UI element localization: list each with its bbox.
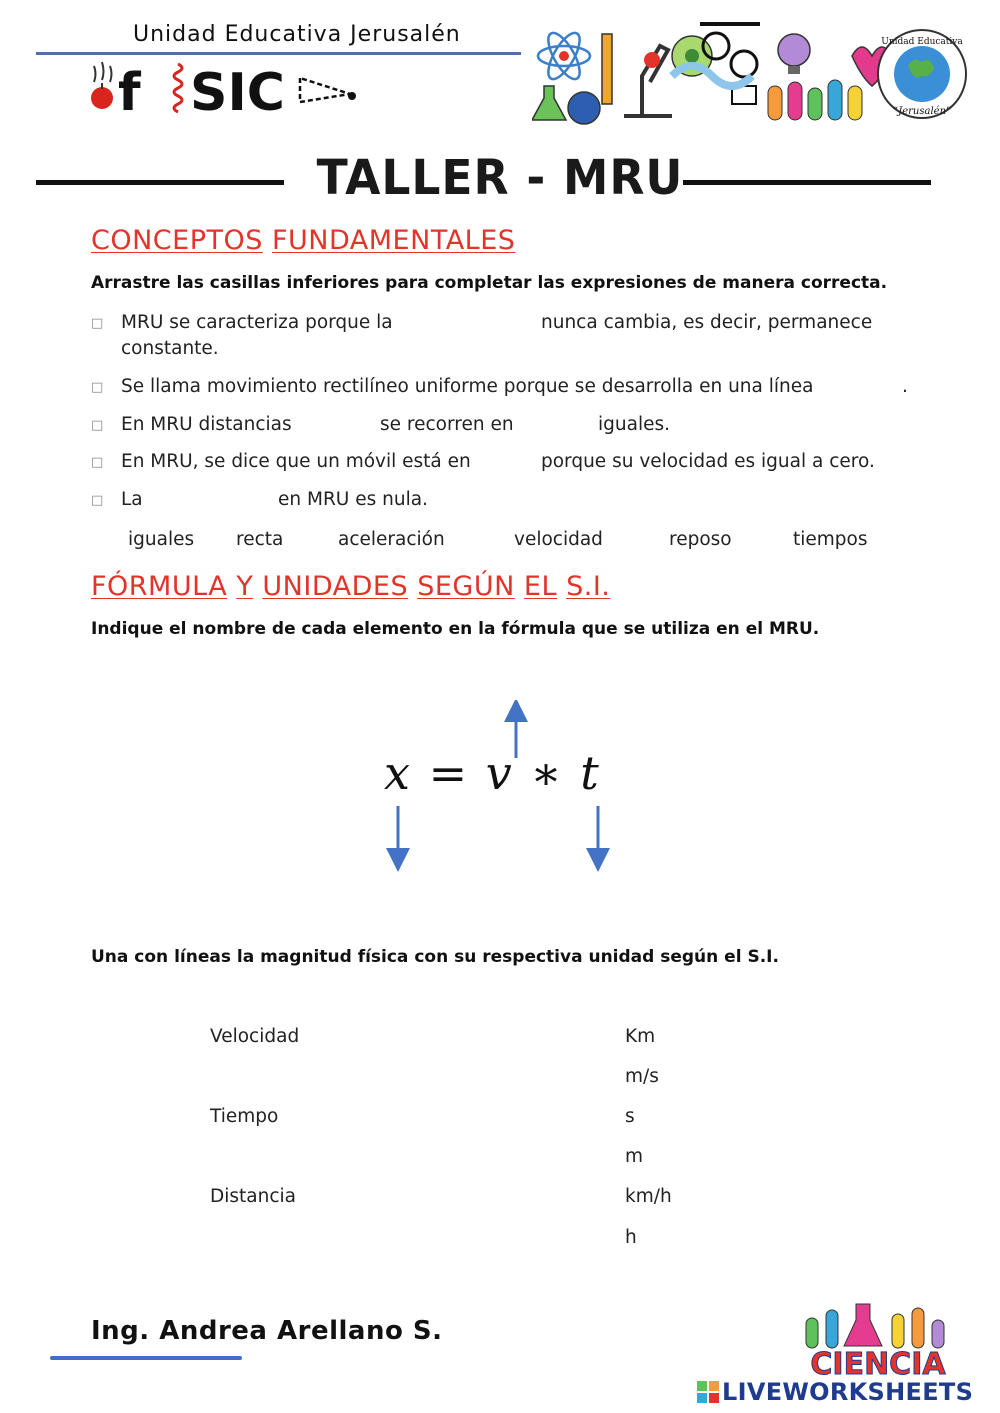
header-divider [36,52,521,55]
heading-word: FÓRMULA [91,571,228,602]
instruction-drag: Arrastre las casillas inferiores para completar las expresiones de manera correcta. [91,273,888,293]
section-heading-concepts [91,225,515,256]
heading-word: Y [236,571,254,602]
magnitude-item[interactable]: Distancia [210,1186,296,1207]
draggable-word[interactable]: tiempos [793,529,868,550]
svg-text:Unidad Educativa: Unidad Educativa [881,37,963,47]
heading-word: EL [523,571,558,602]
drop-slot-5[interactable] [488,451,538,475]
science-banner-image [532,16,972,132]
answer-field-distance[interactable] [320,872,480,902]
school-name: Unidad Educativa Jerusalén [133,22,461,47]
unit-item[interactable]: km/h [625,1186,672,1207]
instruction-formula: Indique el nombre de cada elemento en la fórmula que se utiliza en el MRU. [91,619,820,639]
unit-item[interactable]: m [625,1146,644,1167]
school-seal-icon [878,30,966,118]
unit-item[interactable]: s [625,1106,635,1127]
drop-slot-2[interactable] [838,376,900,400]
checkbox-icon: □ [91,455,104,470]
drop-slot-1[interactable] [418,312,536,336]
heading-word: CONCEPTOS [91,225,263,256]
sentence-2-part-b: . [902,376,908,397]
heading-word: SEGÚN [417,571,515,602]
svg-text:SIC: SIC [190,63,285,118]
drop-slot-3[interactable] [300,414,376,438]
mru-formula: x = v ∗ t [384,746,601,800]
sentence-2-part-a: Se llama movimiento rectilíneo uniforme porque se desarrolla en una línea [121,376,814,397]
svg-text:“Jerusalén”: “Jerusalén” [892,106,952,117]
drop-slot-6[interactable] [146,489,274,513]
svg-text:CIENCIA: CIENCIA [810,1347,946,1380]
author-signature: Ing. Andrea Arellano S. [91,1316,443,1346]
heading-word: UNIDADES [262,571,409,602]
sentence-1-part-a: MRU se caracteriza porque la [121,312,393,333]
sentence-5-part-b: en MRU es nula. [278,489,428,510]
draggable-word[interactable]: reposo [669,529,732,550]
draggable-word[interactable]: iguales [128,529,195,550]
heading-word: S.I. [566,571,611,602]
page-title: TALLER - MRU [316,150,684,206]
unit-item[interactable]: Km [625,1026,656,1047]
answer-field-velocity[interactable] [430,668,600,698]
section-heading-formula [91,571,610,602]
checkbox-icon: □ [91,493,104,508]
title-rule-right [683,180,931,185]
checkbox-icon: □ [91,418,104,433]
instruction-match: Una con líneas la magnitud física con su respectiva unidad según el S.I. [91,947,779,967]
draggable-word[interactable]: recta [236,529,284,550]
sentence-1-part-b: nunca cambia, es decir, permanece [541,312,873,333]
atom-icon [538,28,590,83]
unit-item[interactable]: m/s [625,1066,659,1087]
checkbox-icon: □ [91,380,104,395]
sentence-1-part-c: constante. [121,338,219,359]
unit-item[interactable]: h [625,1227,637,1248]
liveworksheets-brand[interactable]: LIVEWORKSHEETS [722,1378,974,1406]
checkbox-icon: □ [91,316,104,331]
magnitude-item[interactable]: Tiempo [210,1106,279,1127]
draggable-word[interactable]: velocidad [514,529,603,550]
draggable-word[interactable]: aceleración [338,529,445,550]
signature-underline [50,1356,242,1360]
answer-field-time[interactable] [520,872,680,902]
svg-text:f: f [118,63,141,118]
sentence-4-part-a: En MRU, se dice que un móvil está en [121,451,471,472]
sentence-4-part-b: porque su velocidad es igual a cero. [541,451,875,472]
ciencia-logo [786,1300,976,1384]
heading-word: FUNDAMENTALES [271,225,516,256]
title-rule-left [36,180,284,185]
sentence-3-part-b: se recorren en [380,414,514,435]
sentence-3-part-c: iguales. [598,414,670,435]
magnitude-item[interactable]: Velocidad [210,1026,300,1047]
sentence-3-part-a: En MRU distancias [121,414,292,435]
sentence-5-part-a: La [121,489,143,510]
fisica-logo [88,56,358,122]
liveworksheets-logo-icon [697,1381,719,1403]
drop-slot-4[interactable] [524,414,596,438]
